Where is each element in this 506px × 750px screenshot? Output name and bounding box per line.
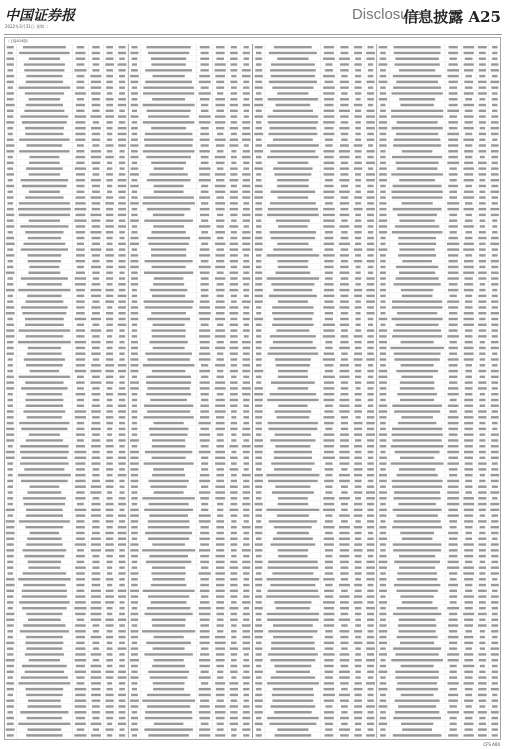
page-header	[0, 0, 506, 36]
header-divider	[4, 34, 502, 35]
disclosure-table	[4, 44, 501, 738]
section-title-en: Disclosure	[351, 6, 422, 23]
footer-code: CFS A00	[483, 742, 500, 747]
newspaper-masthead: 中国证券报	[5, 8, 75, 24]
section-title-cn: 信息披露 A25	[403, 8, 501, 26]
table-heading: （上接A24版）	[6, 39, 31, 43]
issue-date: 2022年3月31日 星期二	[5, 24, 49, 29]
